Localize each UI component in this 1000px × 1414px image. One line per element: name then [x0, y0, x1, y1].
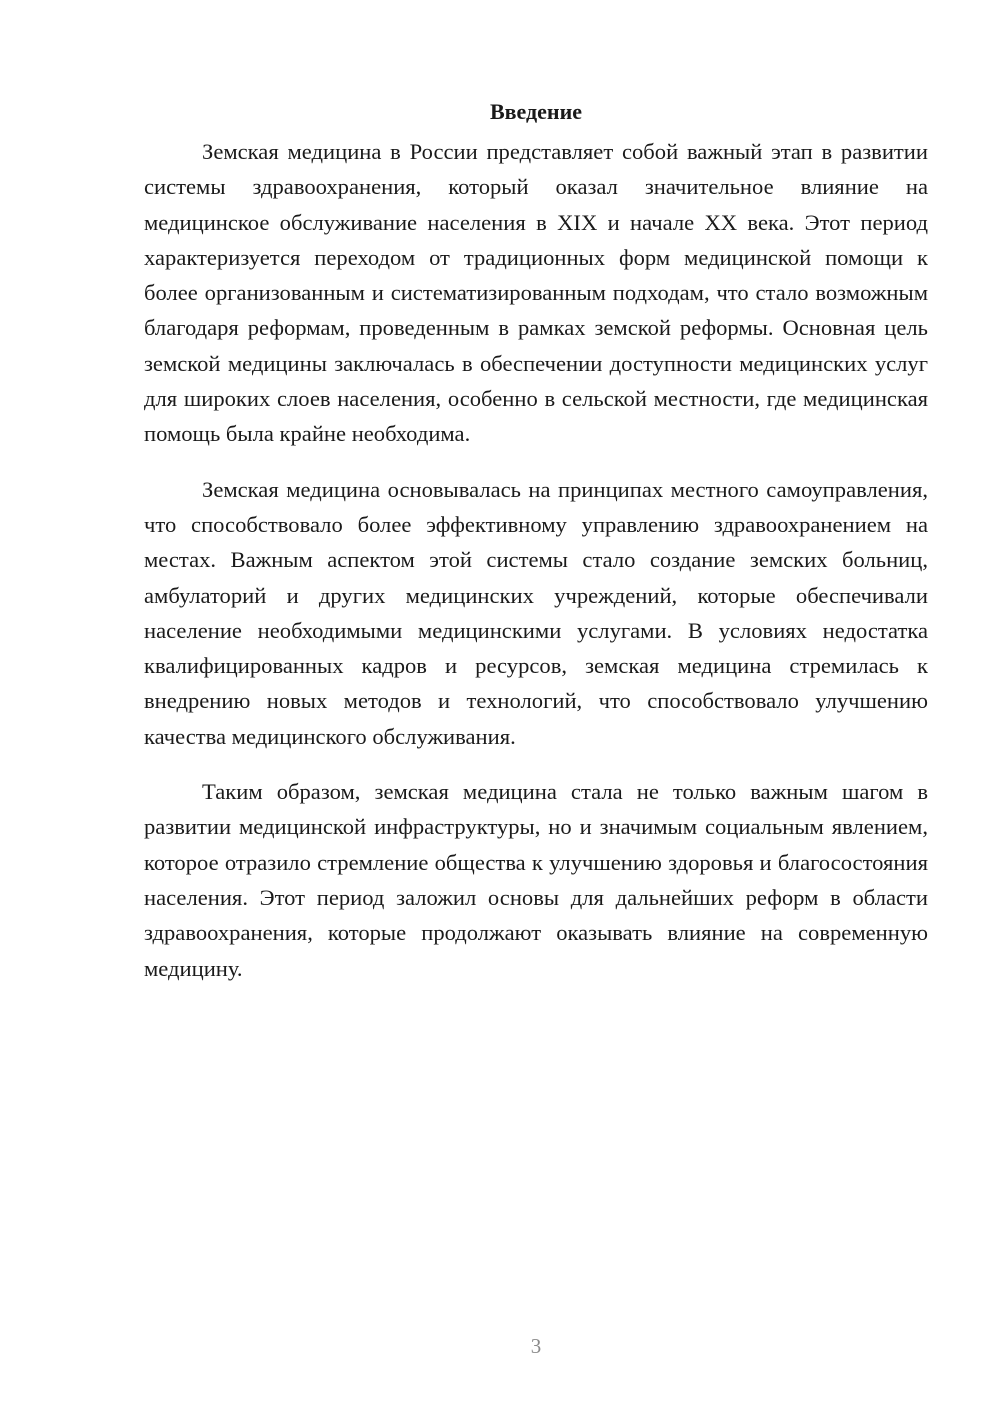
paragraph-2: Земская медицина основывалась на принципах местного самоуправления, что способствовало более эффективному управлению здравоохранением на местах. Важным аспектом этой системы стало создание земских больниц, амбулаторий и других медицинских учреждений, которые обеспечивали население необходимыми медицинскими услугами. В условиях недостатка квалифицированных кадров и ресурсов, земская медицина стремилась к внедрению новых методов и технологий, что способствовало улучшению качества медицинского обслуживания.	[144, 476, 928, 749]
paragraph-1: Земская медицина в России представляет собой важный этап в развитии системы здравоохранения, который оказал значительное влияние на медицинское обслуживание населения в XIX и начале XX века. Этот период характеризуется переходом от традиционных форм медицинской помощи к более организованным и систематизированным подходам, что стало возможным благодаря реформам, проведенным в рамках земской реформы. Основная цель земской медицины заключалась в обеспечении доступности медицинских услуг для широких слоев населения, особенно в сельской местности, где медицинская помощь была крайне необходима.	[144, 139, 928, 447]
paragraph-3: Таким образом, земская медицина стала не только важным шагом в развитии медицинской инфраструктуры, но и значимым социальным явлением, которое отразило стремление общества к улучшению здоровья и благосостояния населения. Этот период заложил основы для дальнейших реформ в области здравоохранения, которые продолжают оказывать влияние на современную медицину.	[144, 779, 928, 981]
page-content	[144, 92, 928, 986]
section-heading: Введение	[489, 99, 583, 124]
page-number: 3	[530, 1334, 542, 1358]
